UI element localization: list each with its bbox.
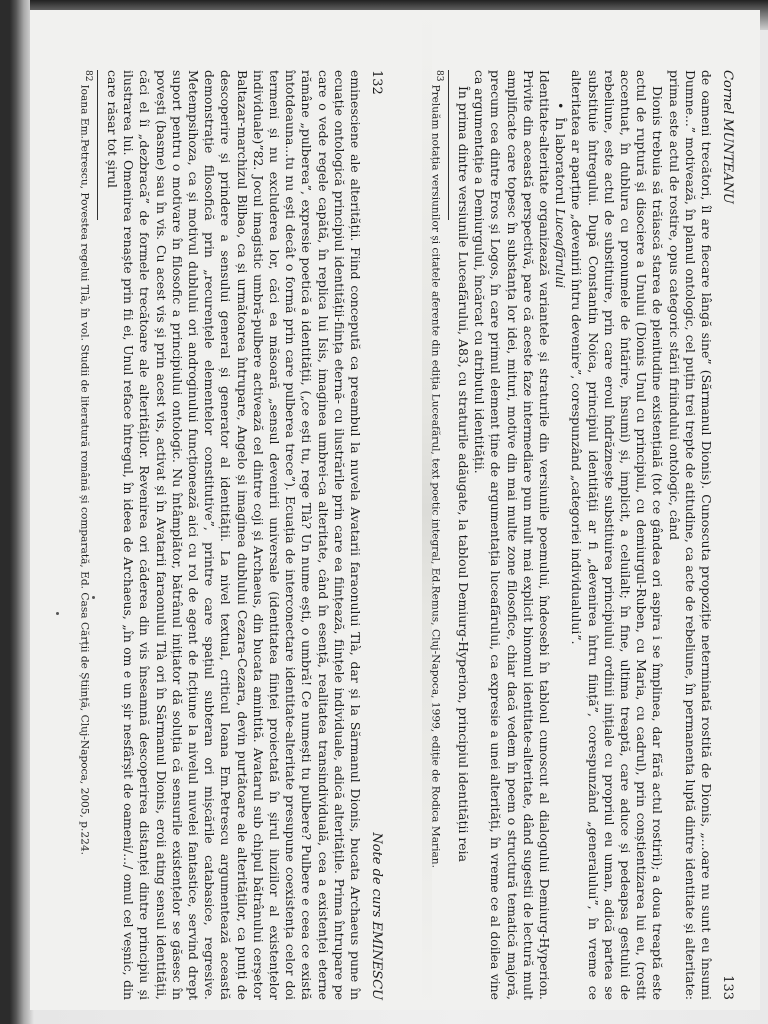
subheading-prefix: În laboratorul <box>553 117 569 209</box>
running-head-left: Note de curs EMINESCU <box>369 832 384 1000</box>
page-133-paragraph: Identitate-alteritate organizează variantele și straturile din versiunile poemului, îndeosebi în tabloul cunoscut al dialogului Demiurg-Hyperion. Privite din această perspectivă, pare că aceste faze intermediare pun mult mai explicit binomul identitate-alteritate, dând sugestii de lectură mult amplificate care topesc în substanța lor idei, mituri, motive din mai multe zone filosofice, chiar dacă vedem în poem o structură tematică majoră, precum cea dintre Eros și Logos, în care primul element ține de argumentația luceafărului, ca expresie a unei alterități, în vreme ce al doilea vine ca argumentație a Demiurgului, încărcat cu atributul identității. <box>472 70 552 1000</box>
footnote-rule <box>448 70 449 220</box>
page-133-paragraph: Dionis trebuia să trăiască starea de plenitudine existențială (tot ce gândea ori aspira i se împlinea, dar fără actul rostirii); a doua treaptă este actul de ruptură și disociere a Unului (Dionis Unul cu principiul, cu demiurgul-Ruben, cu Maria, cu cadrul), prin conștientizarea lui eu, (rostit accentuat, în dublura cu pronumele de întărire, însumi) și, implicit, a celuilalt; în fine, ultima treaptă, care aduce și pedeapsa gestului de rebeliune, este actul de substituire, prin care eroul îndrăznește substituirea principiului ordinii inițiale cu propriul eu uman, adică partea se substituie întregului. După Constantin Noica, principiul identității ar fi „devenirea întru ființă”, corespunzând „generalului”, în vreme ce alteritatea ar aparține „devenirii întru devenire”, corespunzând „categoriei individualului”. <box>569 70 666 1000</box>
scan-speck <box>92 596 95 599</box>
page-132-paragraph: eminesciene ale alterității. Fiind concepută ca preambul la nuvela Avatarii faraonului Tlà, dar și la Sărmanul Dionis, bucata Archaeus pune în ecuație ontologică principiul identității-ființa eternă- cu ilustrările prin care ea ființează, ființele individuale, adică alteritățile. Prima întrupare pe care o vede regele capătă, în replica lui Isis, imaginea umbrei-ca alteritate, când în esență, realitatea transindividuală, cea a existenței eterne rămâne „pulberea”, expresie poetică a identității, („ce ești tu, rege Tlà? Un nume ești, o umbră! Ce numești tu pulbere? Pulbere e ceea ce există întotdeauna...tu nu ești decât o formă prin care pulberea trece”). Ecuația de interconectare identitate-alteritate presupune coexistența celor doi termeni și nu excluderea lor, căci ea măsoară „sensul devenirii universale (identitatea ființei proiectată în șirul iluziilor al existențelor individuale)”82. Jocul imagistic umbră-pulbere activează cel dintre coji și Archaeus, din bucata amintită. Avatarul sub chipul bătrânului cerșetor Baltazar-marchizul Bilbao, ca și următoarea întrupare, Angelo și imaginea dublului Cezara-Cezara, devin purtătoare ale alterităților, ca punți de descoperire și prindere a sensului general și generator al identității. La nivel textual, criticul Ioana Em.Petrescu argumentează această demonstrație filosofică prin „recurențele elementelor constitutive”, printre care spațiul subteran ori mișcările catabasice, regresive. Metempsihoza, ca și motivul dublului ori androginului funcționează aici cu rol de agent de ficțiune la nivelul nuvelei fantastice, servind drept suport pentru o motivare în filosofic a principiului ontologic. Nu întâmplător, bătrânul inițiator dă soluția că sensurile existențelor se găsesc în povești (basme) sau în vis. Cu acest vis și prin acest vis, activat și în Avatarii faraonului Tlà ori în Sărmanul Dionis, eroii ating sensul identității, căci el îi „dezbracă” de formele trecătoare ale alterităților. Revenirea ori căderea din vis înseamnă descoperirea distanței dintre principiu și ilustrarea lui. Omenirea renaște prin fii ei, Unul reface întregul, în ideea de Archaeus, „în om e un șir nesfârșit de oameni/.../ omul cel veșnic, din care răsar tot șirul <box>104 70 363 1000</box>
page-133-paragraph: În prima dintre versiunile Luceafărului, A83, cu straturile adăugate, la tabloul Demiurg-Hyperion, principiul identității reia <box>455 86 471 862</box>
footnote-number: 83 <box>433 70 444 82</box>
page-132-header <box>369 70 384 1000</box>
section-subheading <box>552 70 568 1000</box>
footnote-text: Preluăm notația versiunilor și citatele aferente din ediția Luceafărul, text poetic integral, Ed.Remus, Cluj-Napoca, 1999, ediție de Rodica Marian. <box>429 84 442 868</box>
page-133-body <box>455 70 714 1000</box>
page-133 <box>428 70 735 1000</box>
scan-speck <box>56 612 59 615</box>
page-133-paragraph: de oameni trecători, îl are fiecare lângă sine” (Sărmanul Dionis). Cunoscuta propoziție neterminată rostită de Dionis, „...oare nu sunt eu însumi Dumne...” motivează, în planul ontologic, cel puțin trei trepte de atitudine, ca acte de rebeliune, în permanenta luptă dintre identitate și alteritate: prima este actul de rostire, opus categoric stării firiindului ontologic, când <box>666 70 714 1000</box>
footnote-82 <box>77 70 94 1000</box>
running-head-right: Cornel MUNTEANU <box>720 70 735 204</box>
page-132-body <box>104 70 363 1000</box>
subheading-title: Luceafărului <box>553 208 569 289</box>
page-133-header <box>720 70 735 1000</box>
page-number-132: 132 <box>369 70 384 95</box>
footnote-text: Ioana Em.Petrescu, Povestea regelui Tlà, în vol. Studii de literatură română și comparată, Ed. Casa Cărții de Știință, Cluj-Napoca, 2005, p.224. <box>78 84 91 856</box>
footnote-rule <box>97 70 98 220</box>
page-132 <box>77 70 384 1000</box>
page-number-133: 133 <box>720 975 735 1000</box>
footnote-83 <box>428 70 445 1000</box>
footnote-number: 82 <box>82 70 93 82</box>
bullet-icon: • <box>553 102 569 110</box>
